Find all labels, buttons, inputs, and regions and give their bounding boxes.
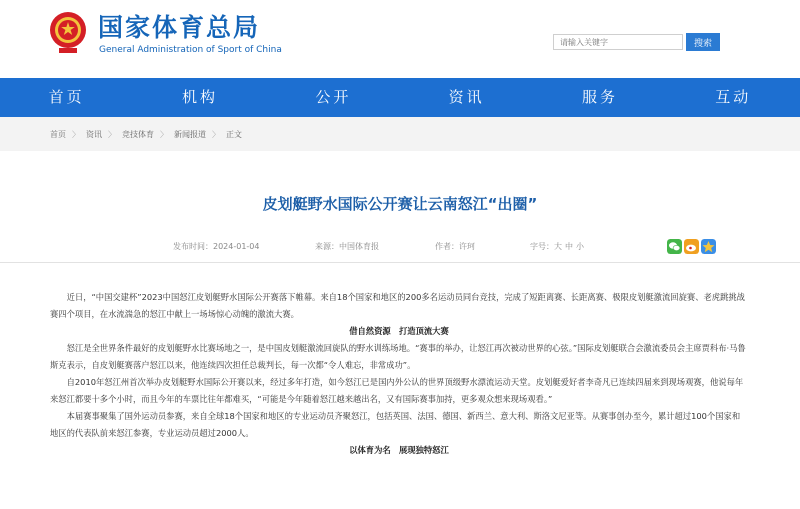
search-button[interactable]: 搜索 xyxy=(686,33,720,51)
main-nav xyxy=(0,78,800,117)
breadcrumb-home[interactable]: 首页 xyxy=(50,130,66,139)
breadcrumb-separator: 〉 xyxy=(72,130,80,139)
article-source: 来源：中国体育报 xyxy=(315,242,379,251)
wechat-icon[interactable] xyxy=(667,239,682,254)
site-name-english: General Administration of Sport of China xyxy=(99,45,282,55)
national-emblem-icon[interactable] xyxy=(48,10,88,54)
breadcrumb-current: 正文 xyxy=(226,130,242,139)
nav-item-news[interactable]: 资讯 xyxy=(448,88,485,106)
breadcrumb-separator: 〉 xyxy=(160,130,168,139)
article-subheading: 借自然资源 打造顶流大赛 xyxy=(349,326,449,336)
article-paragraph: 近日，“中国交建杯”2023中国怒江皮划艇野水国际公开赛落下帷幕。来自18个国家和地区的200多名运动员同台竞技，完成了短距离赛、长距离赛、极限皮划艇激流回旋赛、老虎跳挑战赛四个项目，在水流湍急的怒江中献上一场场惊心动魄的激流大赛。 xyxy=(50,292,745,319)
publish-date: 发布时间：2024-01-04 xyxy=(173,242,260,251)
nav-item-public[interactable]: 公开 xyxy=(315,88,352,106)
article-subheading: 以体育为名 展现独特怒江 xyxy=(349,445,449,455)
font-size-medium[interactable]: 中 xyxy=(565,242,573,251)
article-paragraph: 怒江是全世界条件最好的皮划艇野水比赛场地之一，是中国皮划艇激流回旋队的野水训练场地。“赛事的举办，让怒江再次被动世界的心弦。”国际皮划艇联合会激流委员会主席贾科布·马鲁斯克表示，自皮划艇赛落户怒江以来，他连续四次担任总裁判长，每一次都“令人难忘，非常成功”。 xyxy=(50,343,746,370)
site-name[interactable]: 国家体育总局 xyxy=(98,13,261,42)
article-paragraph: 自2010年怒江州首次举办皮划艇野水国际公开赛以来，经过多年打造，如今怒江已是国内外公认的世界顶级野水漂流运动天堂。皮划艇爱好者李奇凡已连续四届来到现场观赛，他说每年来怒江都要十多个小时，而且今年的车票比往年都难买，“可能是今年随着怒江越来越出名，又有国际赛事加持，更多观众想来现场观看。” xyxy=(50,377,744,404)
breadcrumb-news[interactable]: 资讯 xyxy=(86,130,102,139)
search-input[interactable] xyxy=(553,34,683,50)
breadcrumb-separator: 〉 xyxy=(108,130,116,139)
article-author: 作者：许珂 xyxy=(435,242,475,251)
nav-item-organization[interactable]: 机构 xyxy=(181,88,218,106)
breadcrumb-competitive-sports[interactable]: 竞技体育 xyxy=(122,130,154,139)
breadcrumb-news-reports[interactable]: 新闻报道 xyxy=(174,130,206,139)
article-paragraph: 本届赛事聚集了国外运动员参赛，来自全球18个国家和地区的专业运动员齐聚怒江，包括英国、法国、德国、新西兰、意大利、斯洛文尼亚等。从赛事创办至今，累计超过100个国家和地区的代表队前来怒江参赛，专业运动员超过2000人。 xyxy=(50,411,741,438)
font-size-small[interactable]: 小 xyxy=(576,242,584,251)
nav-item-service[interactable]: 服务 xyxy=(581,88,618,106)
nav-item-interaction[interactable]: 互动 xyxy=(715,88,752,106)
weibo-icon[interactable] xyxy=(684,239,699,254)
font-size-label: 字号： xyxy=(530,242,554,251)
breadcrumb-bar xyxy=(0,117,800,151)
font-size-large[interactable]: 大 xyxy=(554,242,562,251)
site-header xyxy=(0,0,800,78)
article-body xyxy=(50,289,748,459)
nav-item-home[interactable]: 首页 xyxy=(48,88,85,106)
article-title: 皮划艇野水国际公开赛让云南怒江“出圈” xyxy=(262,195,538,213)
qzone-icon[interactable] xyxy=(701,239,716,254)
breadcrumb xyxy=(50,129,242,140)
breadcrumb-separator: 〉 xyxy=(212,130,220,139)
